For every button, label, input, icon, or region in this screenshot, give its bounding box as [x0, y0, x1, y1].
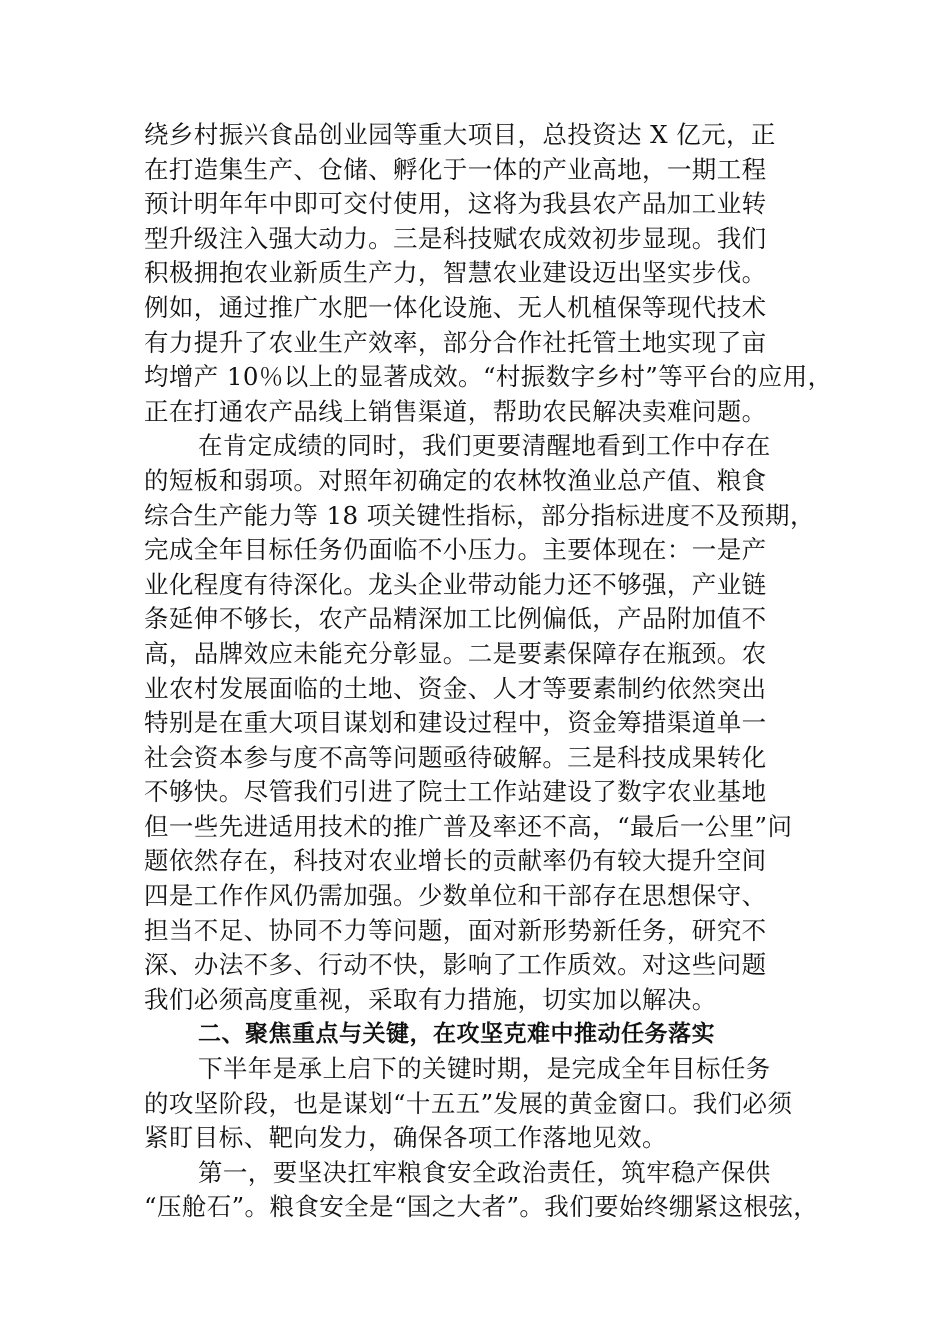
text-line: 担当不足、协同不力等问题，面对新形势新任务，研究不: [144, 915, 767, 945]
text-line: 业化程度有待深化。龙头企业带动能力还不够强，产业链: [144, 569, 767, 599]
paragraph-start-line: 第一，要坚决扛牢粮食安全政治责任，筑牢稳产保供: [198, 1157, 771, 1187]
section-heading: 二、聚焦重点与关键，在攻坚克难中推动任务落实: [198, 1021, 715, 1048]
text-line: 特别是在重大项目谋划和建设过程中，资金筹措渠道单一: [144, 708, 767, 738]
text-line: 业农村发展面临的土地、资金、人才等要素制约依然突出: [144, 673, 767, 703]
text-line: 四是工作作风仍需加强。少数单位和干部存在思想保守、: [144, 881, 767, 911]
text-line: 条延伸不够长，农产品精深加工比例偏低，产品附加值不: [144, 604, 767, 634]
text-line: “压舱石”。粮食安全是“国之大者”。我们要始终绷紧这根弦，: [144, 1192, 819, 1222]
text-line: 绕乡村振兴食品创业园等重大项目，总投资达 X 亿元，正: [144, 120, 776, 149]
text-line: 紧盯目标、靶向发力，确保各项工作落地见效。: [144, 1123, 667, 1153]
text-line: 积极拥抱农业新质生产力，智慧农业建设迈出坚实步伐。: [144, 258, 767, 288]
text-line: 预计明年年中即可交付使用，这将为我县农产品加工业转: [144, 189, 767, 219]
paragraph-start-line: 在肯定成绩的同时，我们更要清醒地看到工作中存在: [198, 431, 771, 461]
text-line: 完成全年目标任务仍面临不小压力。主要体现在：一是产: [144, 535, 767, 565]
text-line: 均增产 10％以上的显著成效。“村振数字乡村”等平台的应用，: [144, 362, 833, 392]
text-line: 我们必须高度重视，采取有力措施，切实加以解决。: [144, 984, 717, 1014]
text-line: 但一些先进适用技术的推广普及率还不高，“最后一公里”问: [144, 811, 793, 841]
text-line: 型升级注入强大动力。三是科技赋农成效初步显现。我们: [144, 223, 767, 253]
text-line: 题依然存在，科技对农业增长的贡献率仍有较大提升空间: [144, 846, 767, 876]
text-line: 正在打通农产品线上销售渠道，帮助农民解决卖难问题。: [144, 396, 767, 426]
text-line: 不够快。尽管我们引进了院士工作站建设了数字农业基地: [144, 777, 767, 807]
document-page: [144, 118, 834, 1225]
text-line: 高，品牌效应未能充分彰显。二是要素保障存在瓶颈。农: [144, 638, 767, 668]
text-line: 社会资本参与度不高等问题亟待破解。三是科技成果转化: [144, 742, 767, 772]
text-line: 的短板和弱项。对照年初确定的农林牧渔业总产值、粮食: [144, 465, 767, 495]
text-line: 有力提升了农业生产效率，部分合作社托管土地实现了亩: [144, 327, 767, 357]
text-line: 的攻坚阶段，也是谋划“十五五”发展的黄金窗口。我们必须: [144, 1088, 793, 1118]
text-line: 综合生产能力等 18 项关键性指标，部分指标进度不及预期，: [144, 500, 815, 530]
text-line: 在打造集生产、仓储、孵化于一体的产业高地，一期工程: [144, 154, 767, 184]
text-line: 例如，通过推广水肥一体化设施、无人机植保等现代技术: [144, 292, 767, 322]
text-line: 深、办法不多、行动不快，影响了工作质效。对这些问题: [144, 950, 767, 980]
paragraph-start-line: 下半年是承上启下的关键时期，是完成全年目标任务: [198, 1054, 771, 1084]
